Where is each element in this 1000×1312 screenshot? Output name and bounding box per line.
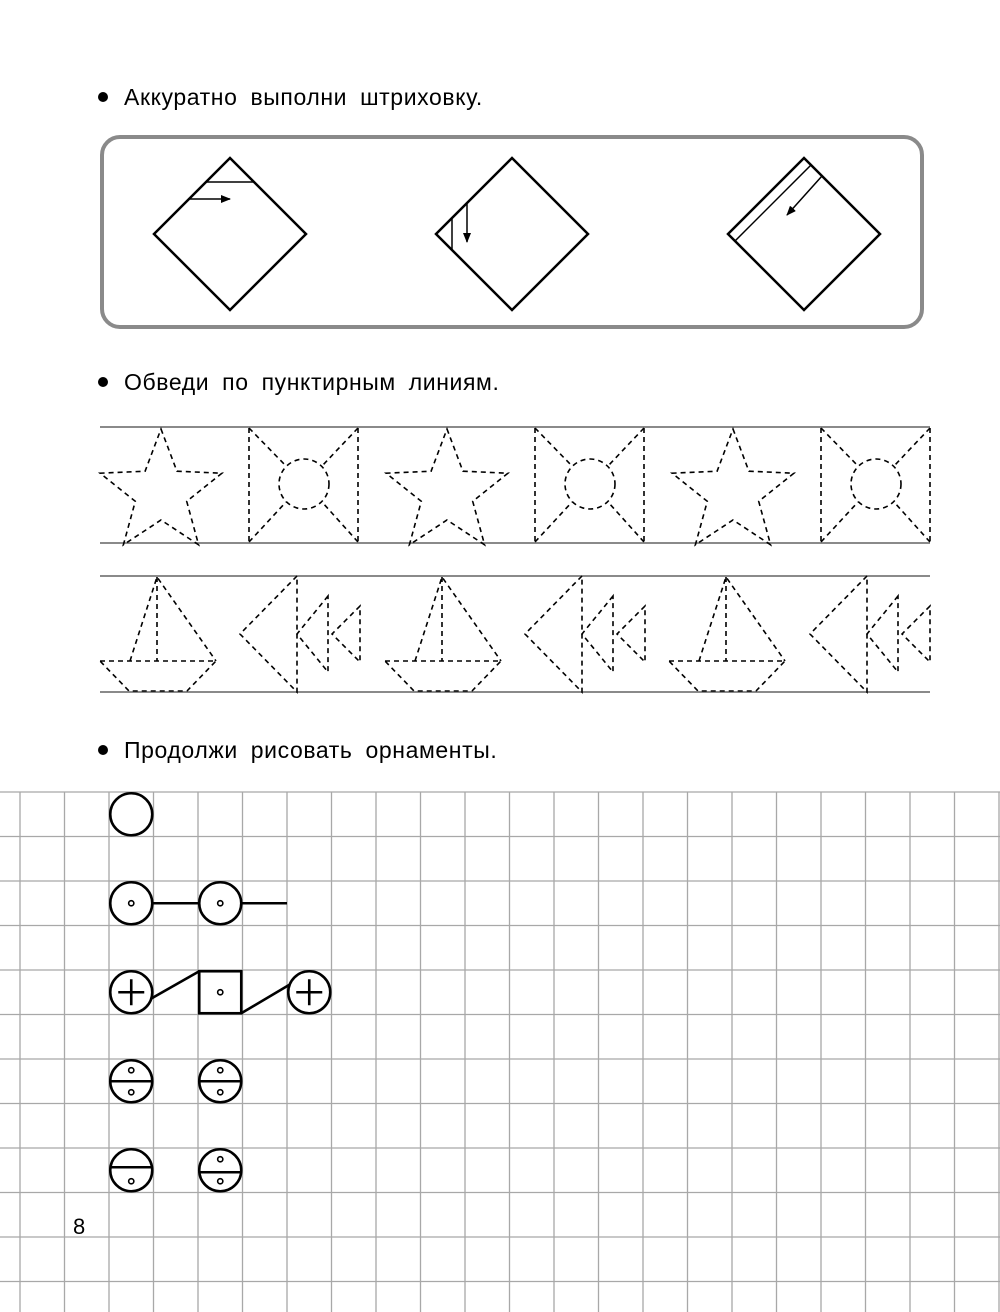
diamond-vertical-hatch[interactable] (436, 158, 588, 310)
empty-circle-row (110, 793, 152, 835)
dot-circle-shape[interactable] (199, 882, 241, 924)
dashed-bowtie[interactable] (249, 428, 358, 542)
dashed-bowtie[interactable] (821, 428, 930, 542)
dashed-star[interactable] (100, 429, 222, 545)
dashed-star[interactable] (386, 429, 508, 545)
hatching-examples (0, 0, 1000, 340)
task-trace-heading (98, 369, 499, 396)
task-ornaments-text: Продолжи рисовать орнаменты. (124, 737, 498, 763)
dashed-bowtie[interactable] (535, 428, 644, 542)
dot-square-shape[interactable] (199, 971, 241, 1013)
trace-rows (0, 410, 1000, 730)
dot-above-line-row (110, 1060, 241, 1102)
stars-and-bowties-row (100, 428, 930, 545)
plus-circle-shape[interactable] (288, 971, 330, 1013)
boats-and-arrows-row (100, 576, 930, 692)
dashed-star[interactable] (672, 429, 794, 545)
plus-square-row (110, 971, 330, 1013)
task-hatching-text: Аккуратно выполни штриховку. (124, 84, 483, 110)
grid-lines (0, 792, 1000, 1312)
circle-shape[interactable] (110, 793, 152, 835)
dashed-arrows[interactable] (525, 576, 645, 692)
dashed-boat[interactable] (669, 577, 785, 691)
task-ornaments-heading (98, 737, 497, 764)
diagonal-line[interactable] (241, 984, 290, 1013)
ornament-grid (0, 788, 1000, 1312)
dot-below-line-circle[interactable] (110, 1149, 152, 1191)
bullet-icon (98, 377, 108, 387)
dot-above-line-circle[interactable] (199, 1060, 241, 1102)
plus-circle-shape[interactable] (110, 971, 152, 1013)
diamond-diagonal-hatch[interactable] (728, 158, 880, 310)
diamond-horizontal-hatch[interactable] (154, 158, 306, 310)
dashed-arrows[interactable] (240, 576, 360, 692)
bullet-icon (98, 745, 108, 755)
dot-circle-shape[interactable] (110, 882, 152, 924)
ornaments (110, 793, 330, 1191)
dashed-arrows[interactable] (810, 576, 930, 692)
diagonal-line[interactable] (148, 971, 199, 1000)
dot-below-line-row (110, 1149, 241, 1191)
dot-above-line-circle[interactable] (110, 1060, 152, 1102)
dashed-boat[interactable] (100, 577, 216, 691)
dot-above-line-circle[interactable] (199, 1149, 241, 1191)
dashed-boat[interactable] (385, 577, 501, 691)
task-trace-text: Обведи по пунктирным линиям. (124, 369, 500, 395)
page-number: 8 (73, 1214, 86, 1239)
